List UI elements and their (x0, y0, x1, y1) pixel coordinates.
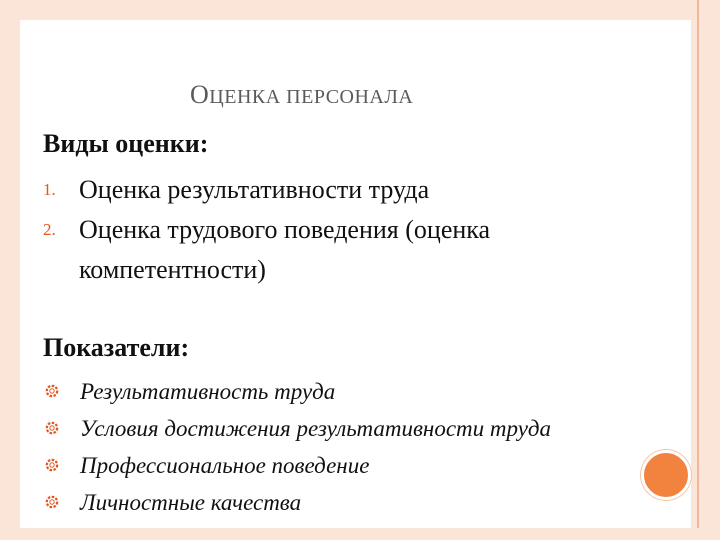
section-heading-types: Виды оценки: (43, 129, 209, 158)
list-item-text: Результативность труда (80, 379, 336, 404)
list-item-text: Условия достижения результативности труда (80, 416, 551, 441)
frame-right-line (697, 0, 699, 540)
frame-top (0, 0, 720, 20)
gear-bullet-icon (45, 384, 59, 398)
gear-bullet-icon (45, 495, 59, 509)
gear-bullet-icon (45, 458, 59, 472)
section-heading-indicators: Показатели: (43, 333, 190, 362)
list-item (45, 484, 685, 521)
list-item (45, 447, 685, 484)
list-item-text: Личностные качества (80, 490, 302, 515)
gear-bullet-icon (45, 421, 59, 435)
list-item-text: Оценка трудового поведения (оценка компетентности) (79, 215, 491, 284)
list-item-text: Оценка результативности труда (79, 175, 430, 204)
frame-bottom (0, 528, 720, 540)
slide-title (190, 80, 413, 110)
title-initial: О (190, 80, 210, 109)
list-item (43, 170, 683, 210)
list-item-text: Профессиональное поведение (80, 453, 370, 478)
decorative-circle (641, 450, 691, 500)
title-rest: ЦЕНКА ПЕРСОНАЛА (209, 86, 414, 108)
frame-left (0, 0, 20, 540)
numbered-list (43, 170, 683, 290)
list-number: 2. (43, 220, 56, 239)
bullet-list (45, 373, 685, 521)
frame-right (691, 0, 720, 540)
list-item (43, 210, 683, 290)
list-item (45, 373, 685, 410)
list-number: 1. (43, 180, 56, 199)
list-item (45, 410, 685, 447)
